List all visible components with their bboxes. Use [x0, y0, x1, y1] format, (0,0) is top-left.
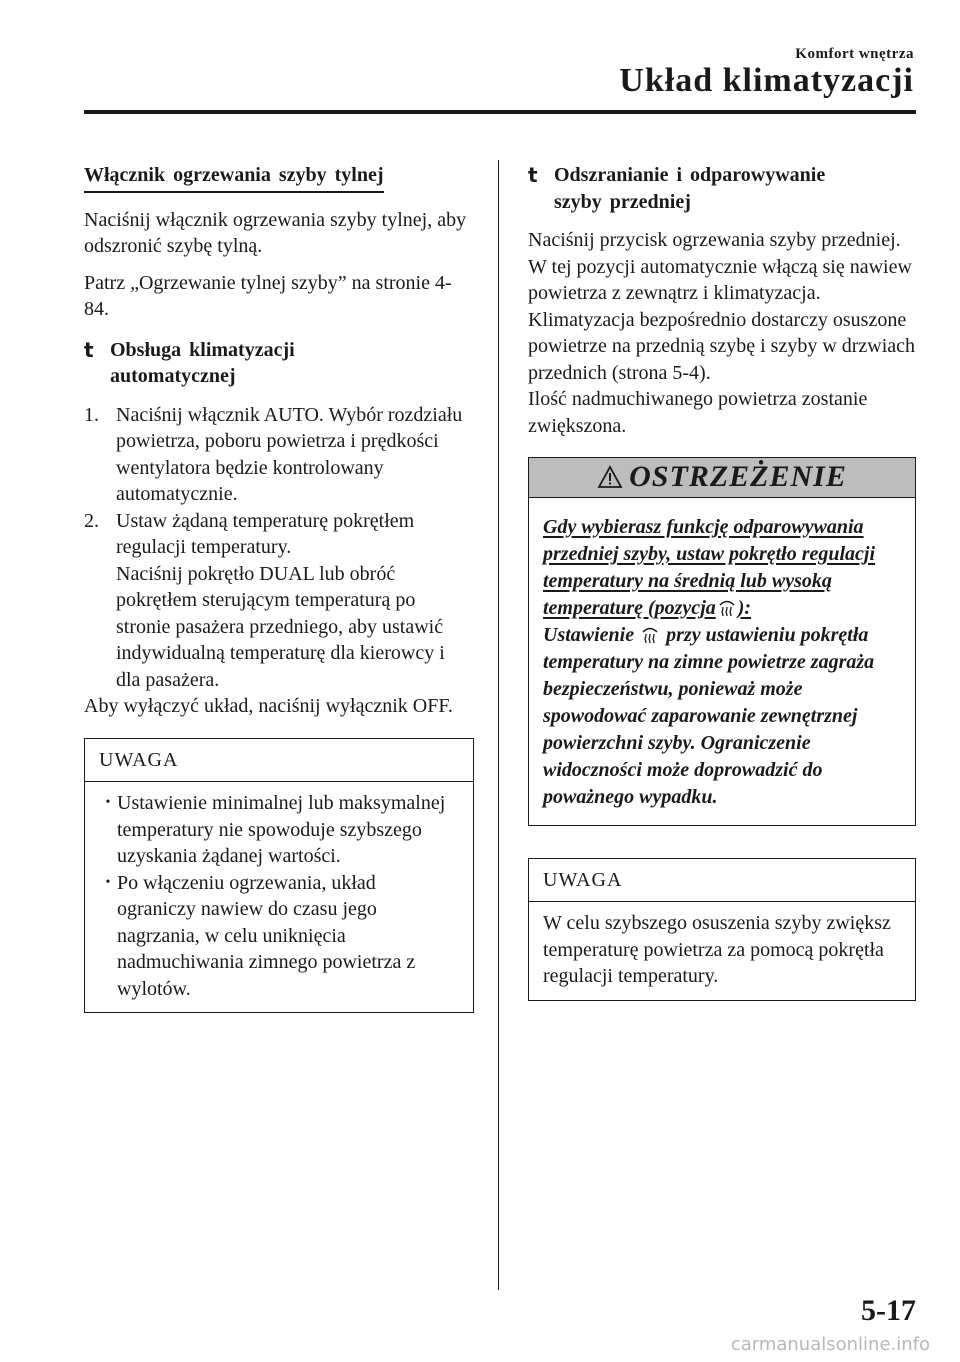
- windshield-heading-line1: Odszranianie i odparowywanie: [554, 164, 826, 186]
- list-item: [84, 402, 474, 508]
- warning-header: [529, 458, 915, 498]
- watermark-text: carmanualsonline.info: [730, 1334, 930, 1355]
- warning-triangle-icon: [597, 465, 623, 489]
- defroster-icon: [718, 599, 736, 617]
- note-bullet-text: Po włączeniu ogrzewania, układ ograniczy nawiew do czasu jego nagrzania, w celu uniknięcia nadmuchiwania zimnego powietrza z wylotów.: [117, 871, 416, 1000]
- header-section-label: Komfort wnętrza: [795, 46, 914, 62]
- windshield-text-2: W tej pozycji automatycznie włączą się nawiew powietrza z zewnątrz i klimatyzacja. Klimatyzacja bezpośrednio dostarczy osuszone powietrze na przednią szybę i szyby w drzwiach przednich (strona 5-4).: [528, 255, 916, 384]
- list-item: [84, 508, 474, 694]
- step-number: 2.: [84, 509, 99, 532]
- auto-op-heading-line2: automatycznej: [110, 365, 236, 387]
- warning-body: [529, 498, 915, 825]
- warning-underlined-text: [543, 516, 875, 619]
- rear-defrost-text: Naciśnij włącznik ogrzewania szyby tylnej, aby odszronić szybę tylną.: [84, 208, 467, 257]
- auto-op-heading-line1: Obsługa klimatyzacji: [110, 338, 295, 361]
- warning-underlined-part-a: Gdy wybierasz funkcję odparowywania przedniej szyby, ustaw pokrętło regulacji temperatury na średnią lub wysoką temperaturę (pozycja: [543, 515, 876, 619]
- right-column: [528, 162, 916, 1001]
- warning-text-part-a: Ustawienie: [543, 623, 635, 646]
- windshield-heading-line2: szyby przedniej: [554, 190, 691, 213]
- page-title: Układ klimatyzacji: [619, 62, 914, 99]
- warning-text-part-b: przy ustawieniu pokrętła temperatury na zimne powietrze zagraża bezpieczeństwu, ponieważ może spowodować zaparowanie zewnętrznej powierzchni szyby. Ograniczenie widoczności może doprowadzić do poważnego wypadku.: [543, 623, 875, 808]
- note-box-right: [528, 858, 916, 1001]
- list-item: [99, 870, 459, 1003]
- section-marker-icon: t: [84, 337, 94, 362]
- warning-title: OSTRZEŻENIE: [629, 460, 847, 493]
- windshield-text-3: Ilość nadmuchiwanego powietrza zostanie zwiększona.: [528, 388, 868, 437]
- page-number: 5-17: [861, 1294, 916, 1327]
- step-number: 1.: [84, 403, 99, 426]
- column-divider: [498, 160, 499, 1290]
- windshield-heading: [528, 162, 916, 215]
- section-marker-icon: t: [528, 163, 538, 187]
- bullet-icon: •: [105, 874, 111, 890]
- step-text: Ustaw żądaną temperaturę pokrętłem regulacji temperatury.: [116, 509, 415, 558]
- left-column: [84, 162, 474, 1013]
- step-text: Naciśnij włącznik AUTO. Wybór rozdziału powietrza, poboru powietrza i prędkości wentylatora będzie kontrolowany automatycznie.: [116, 403, 463, 505]
- note-box-left: [84, 738, 474, 1014]
- note-heading: UWAGA: [529, 859, 915, 903]
- auto-op-heading: [84, 337, 474, 390]
- note-heading: UWAGA: [85, 739, 473, 783]
- warning-underlined-part-b: ):: [737, 596, 752, 619]
- bullet-icon: •: [105, 795, 111, 810]
- auto-op-off-text: Aby wyłączyć układ, naciśnij wyłącznik OFF.: [84, 695, 453, 717]
- rear-defrost-reference: Patrz „Ogrzewanie tylnej szyby” na stronie 4-84.: [84, 271, 452, 320]
- windshield-text-1: Naciśnij przycisk ogrzewania szyby przedniej.: [528, 229, 901, 251]
- step-text-dual: Naciśnij pokrętło DUAL lub obróć pokrętłem sterującym temperaturą po stronie pasażera przedniego, aby ustawić indywidualną temperaturę dla kierowcy i dla pasażera.: [116, 562, 445, 691]
- header-rule: [84, 110, 916, 114]
- defroster-icon: [641, 626, 659, 644]
- note-bullet-text: Ustawienie minimalnej lub maksymalnej temperatury nie spowoduje szybszego uzyskania żądanej wartości.: [117, 792, 446, 867]
- auto-op-steps: [84, 402, 474, 694]
- list-item: [99, 790, 459, 870]
- warning-box: [528, 457, 916, 826]
- note-text: W celu szybszego osuszenia szyby zwiększ temperaturę powietrza za pomocą pokrętła regulacji temperatury.: [543, 912, 891, 987]
- rear-defrost-heading: Włącznik ogrzewania szyby tylnej: [84, 162, 384, 193]
